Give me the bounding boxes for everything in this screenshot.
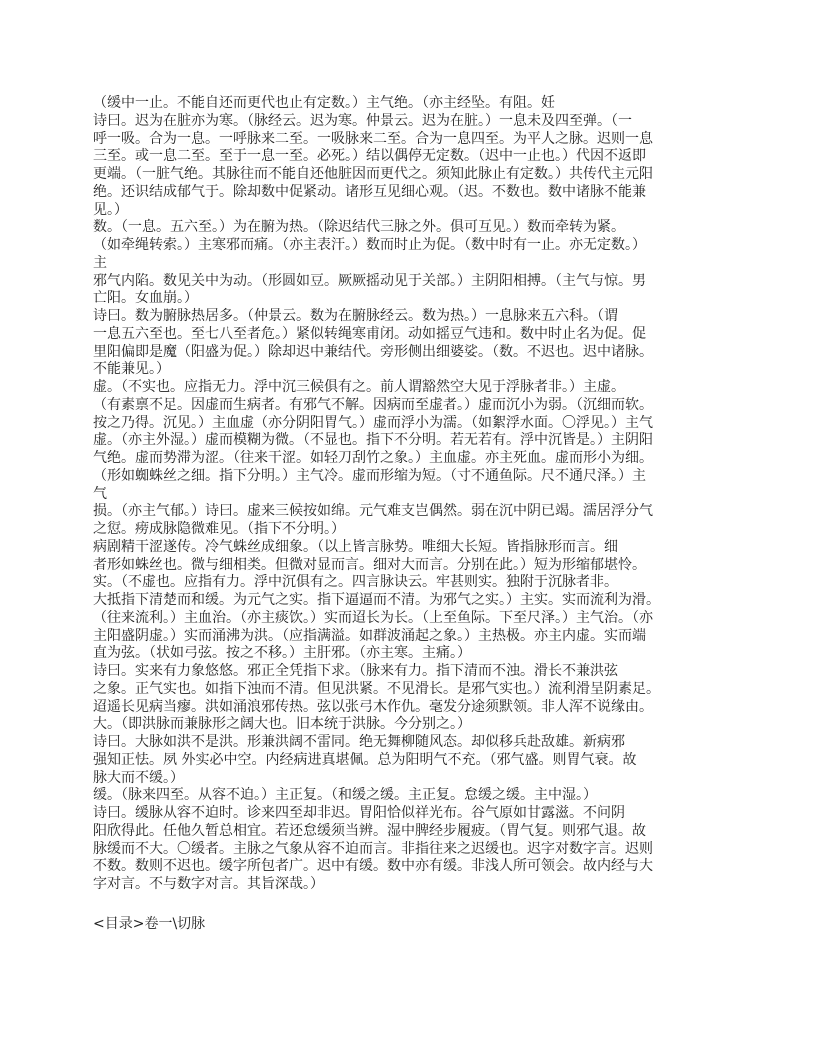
text-line: 脉大而不缓。） [93,769,184,786]
text-line: 者形如蛛丝也。微与细相类。但微对显而言。细对大而言。分别在此。）短为形缩郁堪怜。 [93,556,646,573]
text-line: 亡阳。女血崩。） [93,290,198,307]
text-line: 诗曰。数为腑脉热居多。（仲景云。数为在腑脉经云。数为热。）一息脉来五六科。（谓 [93,308,618,324]
text-line: 虚。（不实也。应指无力。浮中沉三候俱有之。前人谓豁然空大见于浮脉者非。）主虚。 [93,379,625,395]
text-line: （往来流利。）主血治。（亦主痰饮。）实而迢长为长。（上至鱼际。下至尺泽。）主气治。（亦 [93,609,653,626]
text-line: 里阳偏即是魔（阳盛为促。）除却迟中兼结代。旁形侧出细婆娑。（数。不迟也。迟中诸脉。 [93,343,653,360]
text-line: 字对言。不与数字对言。其旨深哉。） [93,876,324,892]
text-line: 更端。（一脏气绝。其脉往而不能自还他脏因而更代之。须知此脉止有定数。）共传代主元阳 [93,166,653,182]
text-line: 见。） [93,201,128,218]
breadcrumb-path[interactable]: 卷一\切脉 [144,915,206,932]
text-line: 按之乃得。沉见。）主血虚（亦分阴阳胃气。）虚而浮小为濡。（如絮浮水面。〇浮见。）主气 [93,414,653,431]
text-line: 绝。还识结成郁气于。除却数中促紧动。诸形互见细心观。（迟。不数也。数中诸脉不能兼 [93,183,646,200]
text-line: （形如蜘蛛丝之细。指下分明。）主气冷。虚而形缩为短。（寸不通鱼际。尺不通尺泽。）主 [93,467,646,484]
text-line: 阳欣得此。任他久暂总相宜。若还怠缓须当辨。湿中脾经步履疲。（胃气复。则邪气退。故 [93,822,646,839]
text-line: 强知正怯。夙 外实必中空。内经病进真堪佩。总为阳明气不充。（邪气盛。则胃气衰。故 [93,751,637,768]
text-line: 不数。数则不迟也。缓字所包者广。迟中有缓。数中亦有缓。非浅人所可领会。故内经与大 [93,858,653,875]
text-line: 病剧精干涩遂传。冷气蛛丝成细象。（以上皆言脉势。唯细大长短。皆指脉形而言。细 [93,538,618,555]
page [93,95,753,933]
text-line: （有素禀不足。因虚而生病者。有邪气不解。因病而至虚者。）虚而沉小为弱。（沉细而软。 [93,396,653,413]
toc-link[interactable]: <目录> [93,915,145,932]
text-line: 诗曰。缓脉从容不迫时。诊来四至却非迟。胃阳恰似祥光布。谷气原如甘露滋。不问阴 [93,805,625,821]
text-line: 诗曰。迟为在脏亦为寒。（脉经云。迟为寒。仲景云。迟为在脏。）一息未及四至弹。（一 [93,112,632,129]
text-line: 大抵指下清楚而和缓。为元气之实。指下逼逼而不清。为邪气之实。）主实。实而流利为滑。 [93,592,660,608]
text-line: 之愆。痨成脉隐微难见。（指下不分明。） [93,521,345,537]
text-line: 迢遥长见病当瘳。洪如涌浪邪传热。弦以张弓木作仇。毫发分途须默领。非人浑不说缘由。 [93,698,653,715]
text-line: 实。（不虚也。应指有力。浮中沉俱有之。四言脉诀云。牢甚则实。独附于沉脉者非。 [93,574,618,591]
text-line: 主阳盛阴虚。）实而涌沸为洪。（应指满溢。如群波涌起之象。）主热极。亦主内虚。实而端 [93,627,646,644]
text-line: 一息五六至也。至七八至者危。）紧似转绳寒甫闭。动如摇豆气违和。数中时止名为促。促 [93,325,646,342]
breadcrumb-nav [93,915,753,933]
text-line: 三至。或一息二至。至于一息一至。必死。）结以偶停无定数。（迟中一止也。）代因不返即 [93,148,646,165]
text-line: 直为弦。（状如弓弦。按之不移。）主肝邪。（亦主寒。主痛。） [93,645,471,662]
text-line: 大。（即洪脉而兼脉形之阔大也。旧本统于洪脉。今分别之。） [93,716,471,733]
text-line: 诗曰。大脉如洪不是洪。形兼洪阔不雷同。绝无舞柳随风态。却似移兵赴敌雄。新病邪 [93,734,625,750]
text-line: 气绝。虚而势滞为涩。（往来干涩。如轻刀刮竹之象。）主血虚。亦主死血。虚而形小为细。 [93,450,653,466]
text-line: 诗曰。实来有力象悠悠。邪正全凭指下求。（脉来有力。指下清而不浊。滑长不兼洪弦 [93,663,618,679]
text-line: 虚。（亦主外湿。）虚而模糊为微。（不显也。指下不分明。若无若有。浮中沉皆是。）主阴阳 [93,432,653,449]
text-line: 损。（亦主气郁。）诗曰。虚来三候按如绵。元气难支岂偶然。弱在沉中阴已竭。濡居浮分气 [93,503,653,520]
text-line: 气 [93,485,107,502]
text-line: （如牵绳转索。）主寒邪而痛。（亦主表汗。）数而时止为促。（数中时有一止。亦无定数。） [93,237,646,253]
document-body [93,95,753,894]
text-line: 呼一吸。合为一息。一呼脉来二至。一吸脉来二至。合为一息四至。为平人之脉。迟则一息 [93,130,653,147]
text-line: 邪气内陷。数见关中为动。（形圆如豆。厥厥摇动见于关部。）主阴阳相搏。（主气与惊。男 [93,272,646,289]
text-line: 主 [93,254,107,271]
text-line: （缓中一止。不能自还而更代也止有定数。）主气绝。（亦主经坠。有阻。妊 [93,95,555,111]
text-line: 数。（一息。五六至。）为在腑为热。（除迟结代三脉之外。俱可互见。）数而牵转为紧。 [93,219,625,236]
text-line: 缓。（脉来四至。从容不迫。）主正复。（和缓之缓。主正复。怠缓之缓。主中湿。） [93,787,597,804]
text-line: 脉缓而不大。〇缓者。主脉之气象从容不迫而言。非指往来之迟缓也。迟字对数字言。迟则 [93,840,653,857]
text-line: 不能兼见。） [93,361,170,378]
text-line: 之象。正气实也。如指下浊而不清。但见洪紧。不见滑长。是邪气实也。）流利滑呈阴素足。 [93,680,660,697]
